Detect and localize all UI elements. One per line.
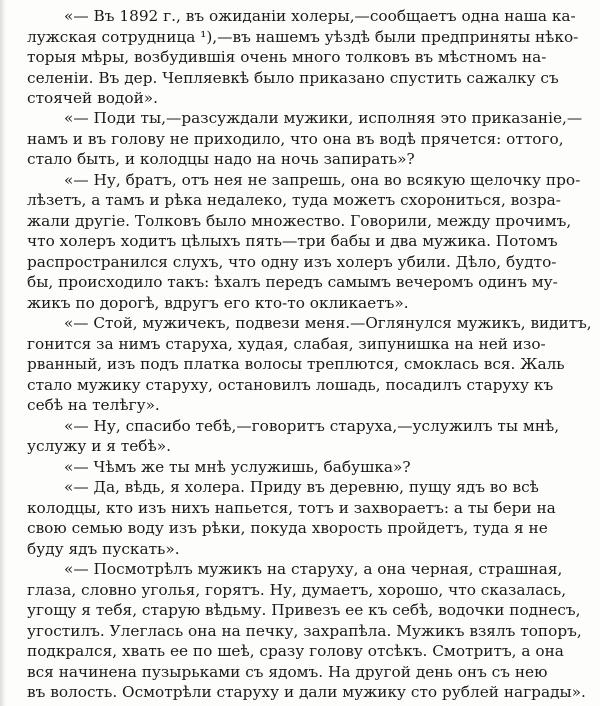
text-line: «— Стой, мужичекъ, подвези меня.—Оглянулся мужикъ, видитъ, <box>64 314 592 333</box>
text-line: селеніи. Въ дер. Чепляевкѣ было приказано спустить сажалку съ <box>27 68 559 87</box>
text-line: «— Ну, спасибо тебѣ,—говоритъ старуха,—услужилъ ты мнѣ, <box>64 416 560 435</box>
text-line: стало быть, и колодцы надо на ночь запирать»? <box>27 150 415 169</box>
text-line: намъ и въ голову не приходило, что она въ водѣ прячется: оттого, <box>27 129 564 148</box>
text-line: угощу я тебя, старую вѣдьму. Привезъ ее къ себѣ, водочки поднесъ, <box>27 601 581 620</box>
text-line: «— Поди ты,—разсуждали мужики, исполняя это приказаніе,— <box>64 109 583 128</box>
text-line: распространился слухъ, что одну изъ холеръ убили. Дѣло, будто- <box>27 252 557 271</box>
text-line: что холеръ ходитъ цѣлыхъ пять—три бабы и два мужика. Потомъ <box>27 232 558 251</box>
text-line: стало мужику старуху, остановилъ лошадь, посадилъ старуху къ <box>27 375 554 394</box>
text-line: гонится за нимъ старуха, худая, слабая, зипунишка на ней изо- <box>27 334 546 353</box>
text-line: стоячей водой». <box>27 88 158 107</box>
text-line: колодцы, кто изъ нихъ напьется, тотъ и захвораетъ: а ты бери на <box>27 498 556 517</box>
text-line: угостилъ. Улеглась она на печку, захрапѣла. Мужикъ взялъ топоръ, <box>27 621 582 640</box>
scan-edge-shadow <box>0 0 6 706</box>
text-line: «— Чѣмъ же ты мнѣ услужишь, бабушка»? <box>64 457 411 476</box>
text-line: лѣзетъ, а тамъ и рѣка недалеко, туда можетъ схорониться, возра- <box>27 191 561 210</box>
text-line: жикъ по дорогѣ, вдругъ его кто-то окликаетъ». <box>27 293 409 312</box>
text-line: «— Да, вѣдь, я холера. Приду въ деревню, пущу ядъ во всѣ <box>64 478 539 497</box>
text-line: «— Ну, братъ, отъ нея не запрешь, она во всякую щелочку про- <box>64 170 581 189</box>
text-line: себѣ на телѣгу». <box>27 396 160 415</box>
text-line: рванный, изъ подъ платка волосы треплются, смоклась вся. Жаль <box>27 355 565 374</box>
text-line: глаза, словно уголья, горятъ. Ну, думаетъ, хорошо, что сказалась, <box>27 580 567 599</box>
text-line: свою семью воду изъ рѣки, покуда хворость пройдетъ, туда я не <box>27 519 548 538</box>
text-line: вся начинена пузырьками съ ядомъ. На другой день онъ съ нею <box>27 662 548 681</box>
text-line: въ волость. Осмотрѣли старуху и дали мужику сто рублей награды». <box>27 683 586 701</box>
text-line: лужская сотрудница ¹),—въ нашемъ уѣздѣ были предприняты нѣко- <box>27 27 579 46</box>
text-line: торыя мѣры, возбудившія очень много толковъ въ мѣстномъ на- <box>27 48 547 66</box>
text-line: буду ядъ пускать». <box>27 539 180 558</box>
text-line: бы, происходило такъ: ѣхалъ передъ самымъ вечеромъ одинъ му- <box>27 273 558 292</box>
text-line: услужу и я тебѣ». <box>27 437 171 456</box>
text-line: «— Посмотрѣлъ мужикъ на старуху, а она черная, страшная, <box>64 560 563 579</box>
text-line: подкрался, хвать ее по шеѣ, сразу голову отсѣкъ. Смотритъ, а она <box>27 642 564 660</box>
text-line: «— Въ 1892 г., въ ожиданіи холеры,—сообщаетъ одна наша ка- <box>64 7 576 25</box>
text-line: жали другіе. Толковъ было множество. Говорили, между прочимъ, <box>27 211 572 230</box>
